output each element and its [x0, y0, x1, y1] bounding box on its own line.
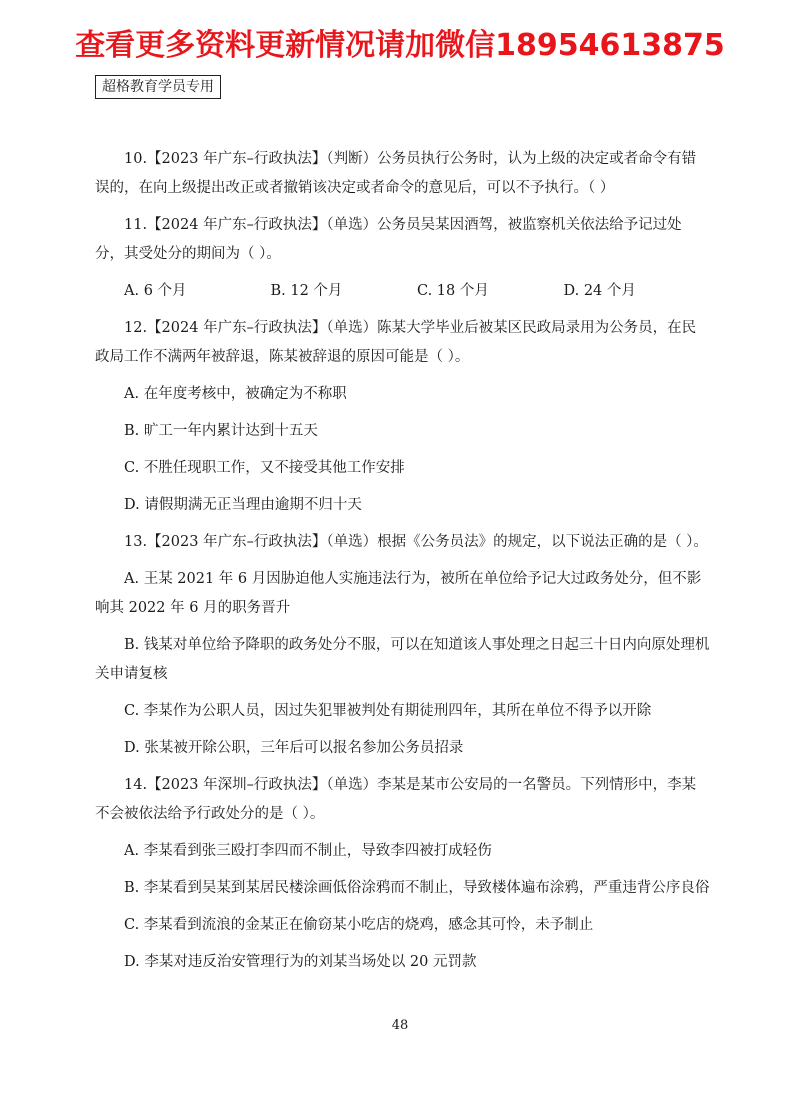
option-c: C. 李某作为公职人员，因过失犯罪被判处有期徒刑四年，其所在单位不得予以开除	[124, 703, 652, 719]
watermark-banner: 查看更多资料更新情况请加微信18954613875	[75, 28, 725, 63]
question-14: 14.【2023 年深圳–行政执法】（单选）李某是某市公安局的一名警员。下列情形中，李某不会被依法给予行政处分的是（ ）。	[95, 777, 697, 822]
option-c: C. 不胜任现职工作，又不接受其他工作安排	[124, 460, 405, 476]
question-12: 12.【2024 年广东–行政执法】（单选）陈某大学毕业后被某区民政局录用为公务员，在民政局工作不满两年被辞退，陈某被辞退的原因可能是（ ）。	[95, 320, 697, 365]
student-only-label: 超格教育学员专用	[95, 75, 221, 99]
option-b: B. 旷工一年内累计达到十五天	[124, 423, 318, 439]
option-a: A. 6 个月	[124, 283, 187, 299]
option-a: A. 王某 2021 年 6 月因胁迫他人实施违法行为，被所在单位给予记大过政务处分，但不影响其 2022 年 6 月的职务晋升	[95, 571, 702, 616]
question-11-options	[95, 277, 710, 306]
option-d: D. 请假期满无正当理由逾期不归十天	[124, 497, 362, 513]
option-c: C. 李某看到流浪的金某正在偷窃某小吃店的烧鸡，感念其可怜，未予制止	[124, 917, 594, 933]
option-a: A. 在年度考核中，被确定为不称职	[124, 386, 347, 402]
option-d: D. 24 个月	[563, 283, 636, 299]
option-b: B. 李某看到吴某到某居民楼涂画低俗涂鸦而不制止，导致楼体遍布涂鸦，严重违背公序良俗	[124, 880, 710, 896]
question-13: 13.【2023 年广东–行政执法】（单选）根据《公务员法》的规定，以下说法正确的是（ ）。	[124, 534, 708, 550]
option-d: D. 张某被开除公职，三年后可以报名参加公务员招录	[124, 740, 464, 756]
question-11: 11.【2024 年广东–行政执法】（单选）公务员吴某因酒驾，被监察机关依法给予记过处分，其受处分的期间为（ ）。	[95, 217, 682, 262]
option-d: D. 李某对违反治安管理行为的刘某当场处以 20 元罚款	[124, 954, 477, 970]
question-list	[95, 145, 710, 985]
option-b: B. 钱某对单位给予降职的政务处分不服，可以在知道该人事处理之日起三十日内向原处理机关申请复核	[95, 637, 710, 682]
option-a: A. 李某看到张三殴打李四而不制止，导致李四被打成轻伤	[124, 843, 492, 859]
page-number: 48	[391, 1018, 409, 1033]
option-c: C. 18 个月	[417, 283, 489, 299]
option-b: B. 12 个月	[270, 283, 343, 299]
question-10: 10.【2023 年广东–行政执法】（判断）公务员执行公务时，认为上级的决定或者命令有错误的，在向上级提出改正或者撤销该决定或者命令的意见后，可以不予执行。（ ）	[95, 151, 697, 196]
